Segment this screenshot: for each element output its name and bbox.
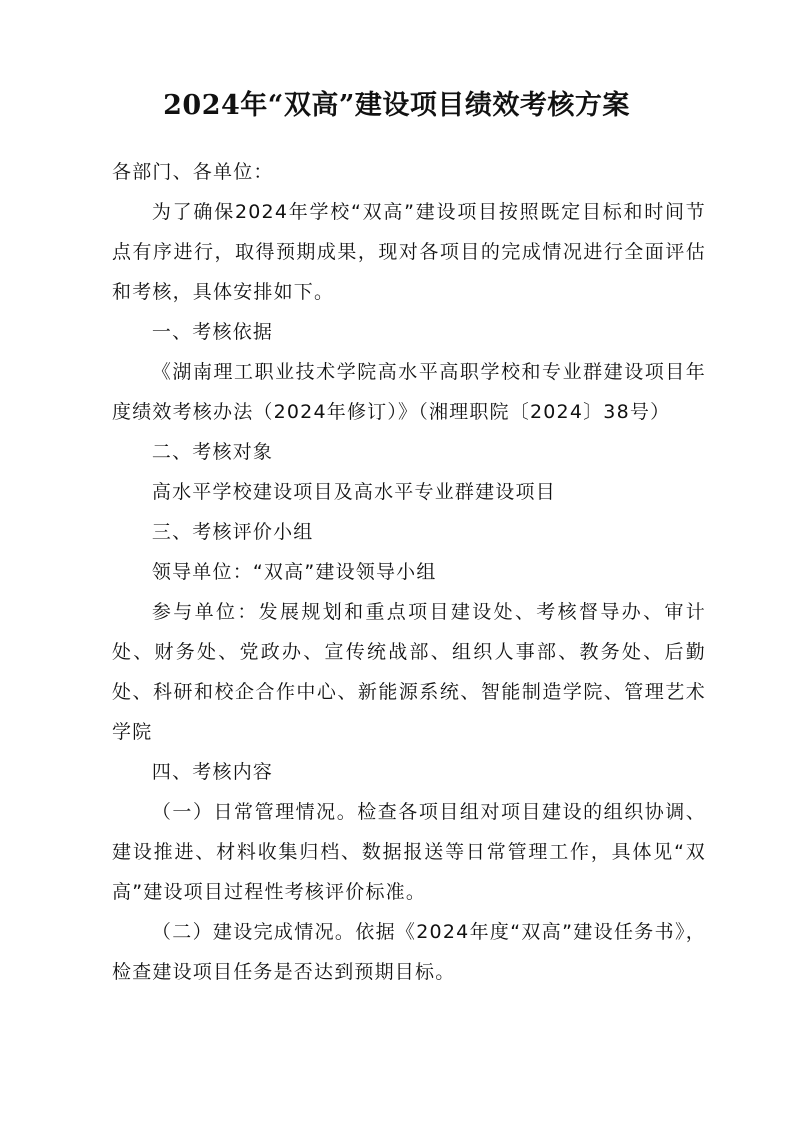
section-heading-target: 二、考核对象 bbox=[151, 441, 274, 463]
section-heading-basis: 一、考核依据 bbox=[151, 321, 274, 343]
section-content-completion: （二）建设完成情况。依据《2024年度“双高”建设任务书》，检查建设项目任务是否达到预期目标。 bbox=[112, 921, 706, 983]
intro-paragraph: 为了确保2024年学校“双高”建设项目按照既定目标和时间节点有序进行，取得预期成果，现对各项目的完成情况进行全面评估和考核，具体安排如下。 bbox=[112, 201, 706, 303]
section-heading-group: 三、考核评价小组 bbox=[151, 521, 314, 543]
section-target-paragraph: 高水平学校建设项目及高水平专业群建设项目 bbox=[151, 481, 556, 503]
section-group-leader: 领导单位：“双高”建设领导小组 bbox=[151, 561, 437, 583]
section-group-participants: 参与单位：发展规划和重点项目建设处、考核督导办、审计处、财务处、党政办、宣传统战部、组织人事部、教务处、后勤处、科研和校企合作中心、新能源系统、智能制造学院、管理艺术学院 bbox=[112, 601, 706, 743]
salutation: 各部门、各单位： bbox=[112, 161, 274, 183]
section-basis-paragraph: 《湖南理工职业技术学院高水平高职学校和专业群建设项目年度绩效考核办法（2024年修订）》（湘理职院〔2024〕38号） bbox=[112, 361, 706, 423]
section-content-daily: （一）日常管理情况。检查各项目组对项目建设的组织协调、建设推进、材料收集归档、数据报送等日常管理工作，具体见“双高”建设项目过程性考核评价标准。 bbox=[112, 801, 706, 903]
section-heading-content: 四、考核内容 bbox=[151, 761, 274, 783]
document-title: 2024年“双高”建设项目绩效考核方案 bbox=[163, 90, 630, 121]
document-body bbox=[112, 152, 706, 992]
